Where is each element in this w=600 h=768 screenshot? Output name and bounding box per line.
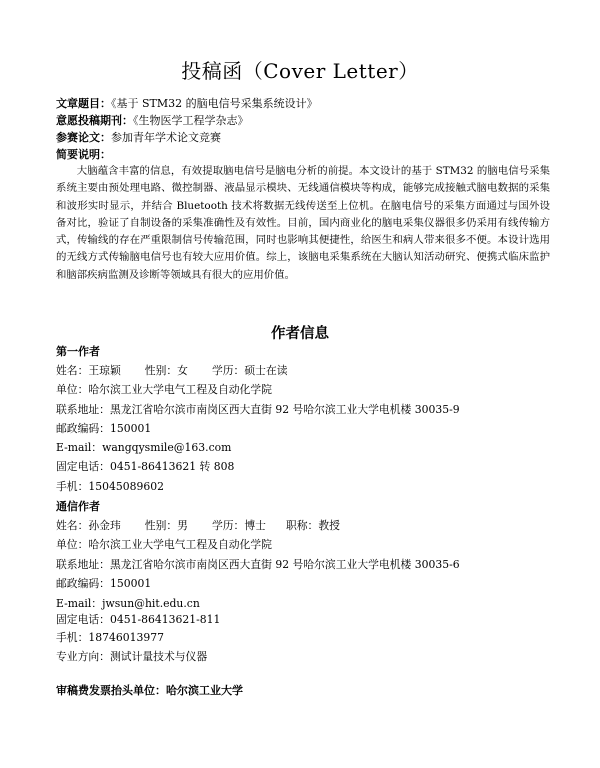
invoice-line [56, 682, 243, 698]
article-title-label: 文章题目： [56, 97, 111, 110]
first-author-heading: 第一作者 [56, 345, 100, 358]
first-author-address-row [56, 400, 566, 419]
unit-label: 单位： [56, 538, 89, 552]
invoice-value: 哈尔滨工业大学 [166, 684, 243, 697]
corresponding-author-heading: 通信作者 [56, 500, 100, 513]
corresponding-author-title: 教授 [318, 519, 340, 532]
competition-line [56, 129, 221, 146]
first-author-name: 王琼颖 [88, 364, 121, 377]
address-label: 联系地址： [56, 557, 110, 571]
first-author-postcode: 150001 [109, 421, 152, 435]
postcode-label: 邮政编码： [56, 421, 110, 435]
target-journal-value: 《生物医学工程学杂志》 [133, 114, 249, 127]
author-section-heading: 作者信息 [271, 326, 329, 342]
corresponding-author-block [56, 498, 566, 667]
competition-label: 参赛论文： [56, 131, 111, 144]
first-author-unit: 哈尔滨工业大学电气工程及自动化学院 [88, 383, 272, 397]
invoice-label: 审稿费发票抬头单位： [56, 684, 166, 697]
corresponding-author-gender: 男 [177, 519, 188, 532]
corresponding-author-phone: 0451-86413621-811 [109, 613, 221, 627]
gender-label: 性别： [144, 364, 178, 377]
first-author-basic-row [56, 361, 566, 380]
article-title-line [56, 95, 318, 112]
first-author-email: wangqysmile@163.com [102, 441, 232, 455]
first-author-mobile: 15045089602 [88, 479, 164, 493]
degree-label: 学历： [211, 519, 245, 532]
corresponding-author-unit: 哈尔滨工业大学电气工程及自动化学院 [88, 538, 272, 552]
mobile-label: 手机： [56, 631, 89, 645]
corresponding-author-field: 测试计量技术与仪器 [109, 650, 208, 664]
field-label: 专业方向： [56, 650, 110, 664]
first-author-degree: 硕士在读 [244, 364, 288, 377]
phone-label: 固定电话： [56, 460, 110, 474]
email-label: E-mail： [56, 597, 103, 611]
first-author-gender: 女 [177, 364, 188, 377]
page-title: 投稿函（Cover Letter） [181, 59, 419, 83]
phone-label: 固定电话： [56, 613, 110, 627]
target-journal-label: 意愿投稿期刊： [56, 114, 133, 127]
first-author-phone: 0451-86413621 转 808 [109, 460, 235, 474]
summary-line [56, 146, 111, 163]
first-author-postcode-row [56, 419, 566, 438]
corresponding-author-basic-row [56, 516, 566, 535]
article-title-value: 《基于 STM32 的脑电信号采集系统设计》 [111, 97, 318, 110]
corresponding-author-mobile-row [56, 628, 566, 647]
first-author-unit-row [56, 380, 566, 399]
abstract-text: 大脑蕴含丰富的信息，有效提取脑电信号是脑电分析的前提。本文设计的基于 STM32 的脑电信号采集系统主要由预处理电路、微控制器、液晶显示模块、无线通信模块等构成，能够完成接触式脑电数据的采集和波形实时显示，并结合 Bluetooth 技术将数据无线传送至上位机。在脑电信号的采集方面通过与国外设备对比，验证了自制设备的采集准确性及有效性。目前，国内商业化的脑电采集仪器很多仍采用有线传输方式，传输线的存在严重限制信号传输范围，同时也影响其便捷性，给医生和病人带来很多不便。本设计选用的无线方式传输脑电信号也有较大应用价值。综上，该脑电采集系统在大脑认知活动研究、便携式临床监护和脑部疾病监测及诊断等领域具有很大的应用价值。 [56, 165, 550, 281]
corresponding-author-phone-row [56, 612, 566, 628]
corresponding-author-mobile: 18746013977 [88, 631, 164, 645]
name-label: 姓名： [56, 364, 89, 377]
address-label: 联系地址： [56, 402, 110, 416]
first-author-mobile-row [56, 477, 566, 496]
corresponding-author-unit-row [56, 535, 566, 554]
name-label: 姓名： [56, 519, 89, 532]
corresponding-author-email-row [56, 596, 566, 612]
title-label: 职称： [285, 519, 319, 532]
gender-label: 性别： [144, 519, 178, 532]
first-author-phone-row [56, 457, 566, 476]
mobile-label: 手机： [56, 479, 89, 493]
competition-value: 参加青年学术论文竞赛 [111, 131, 221, 144]
degree-label: 学历： [211, 364, 245, 377]
abstract-block [56, 163, 550, 284]
summary-label: 简要说明： [56, 148, 111, 161]
corresponding-author-name: 孙金玮 [88, 519, 121, 532]
corresponding-author-address: 黑龙江省哈尔滨市南岗区西大直街 92 号哈尔滨工业大学电机楼 30035-6 [109, 557, 460, 571]
unit-label: 单位： [56, 383, 89, 397]
corresponding-author-degree: 博士 [244, 519, 266, 532]
corresponding-author-field-row [56, 647, 566, 666]
corresponding-author-postcode: 150001 [109, 576, 152, 590]
postcode-label: 邮政编码： [56, 576, 110, 590]
first-author-block [56, 343, 566, 496]
email-label: E-mail： [56, 441, 103, 455]
corresponding-author-address-row [56, 555, 566, 574]
corresponding-author-postcode-row [56, 574, 566, 593]
target-journal-line [56, 112, 249, 129]
first-author-address: 黑龙江省哈尔滨市南岗区西大直街 92 号哈尔滨工业大学电机楼 30035-9 [109, 402, 460, 416]
corresponding-author-email: jwsun@hit.edu.cn [102, 597, 200, 611]
first-author-email-row [56, 438, 566, 457]
